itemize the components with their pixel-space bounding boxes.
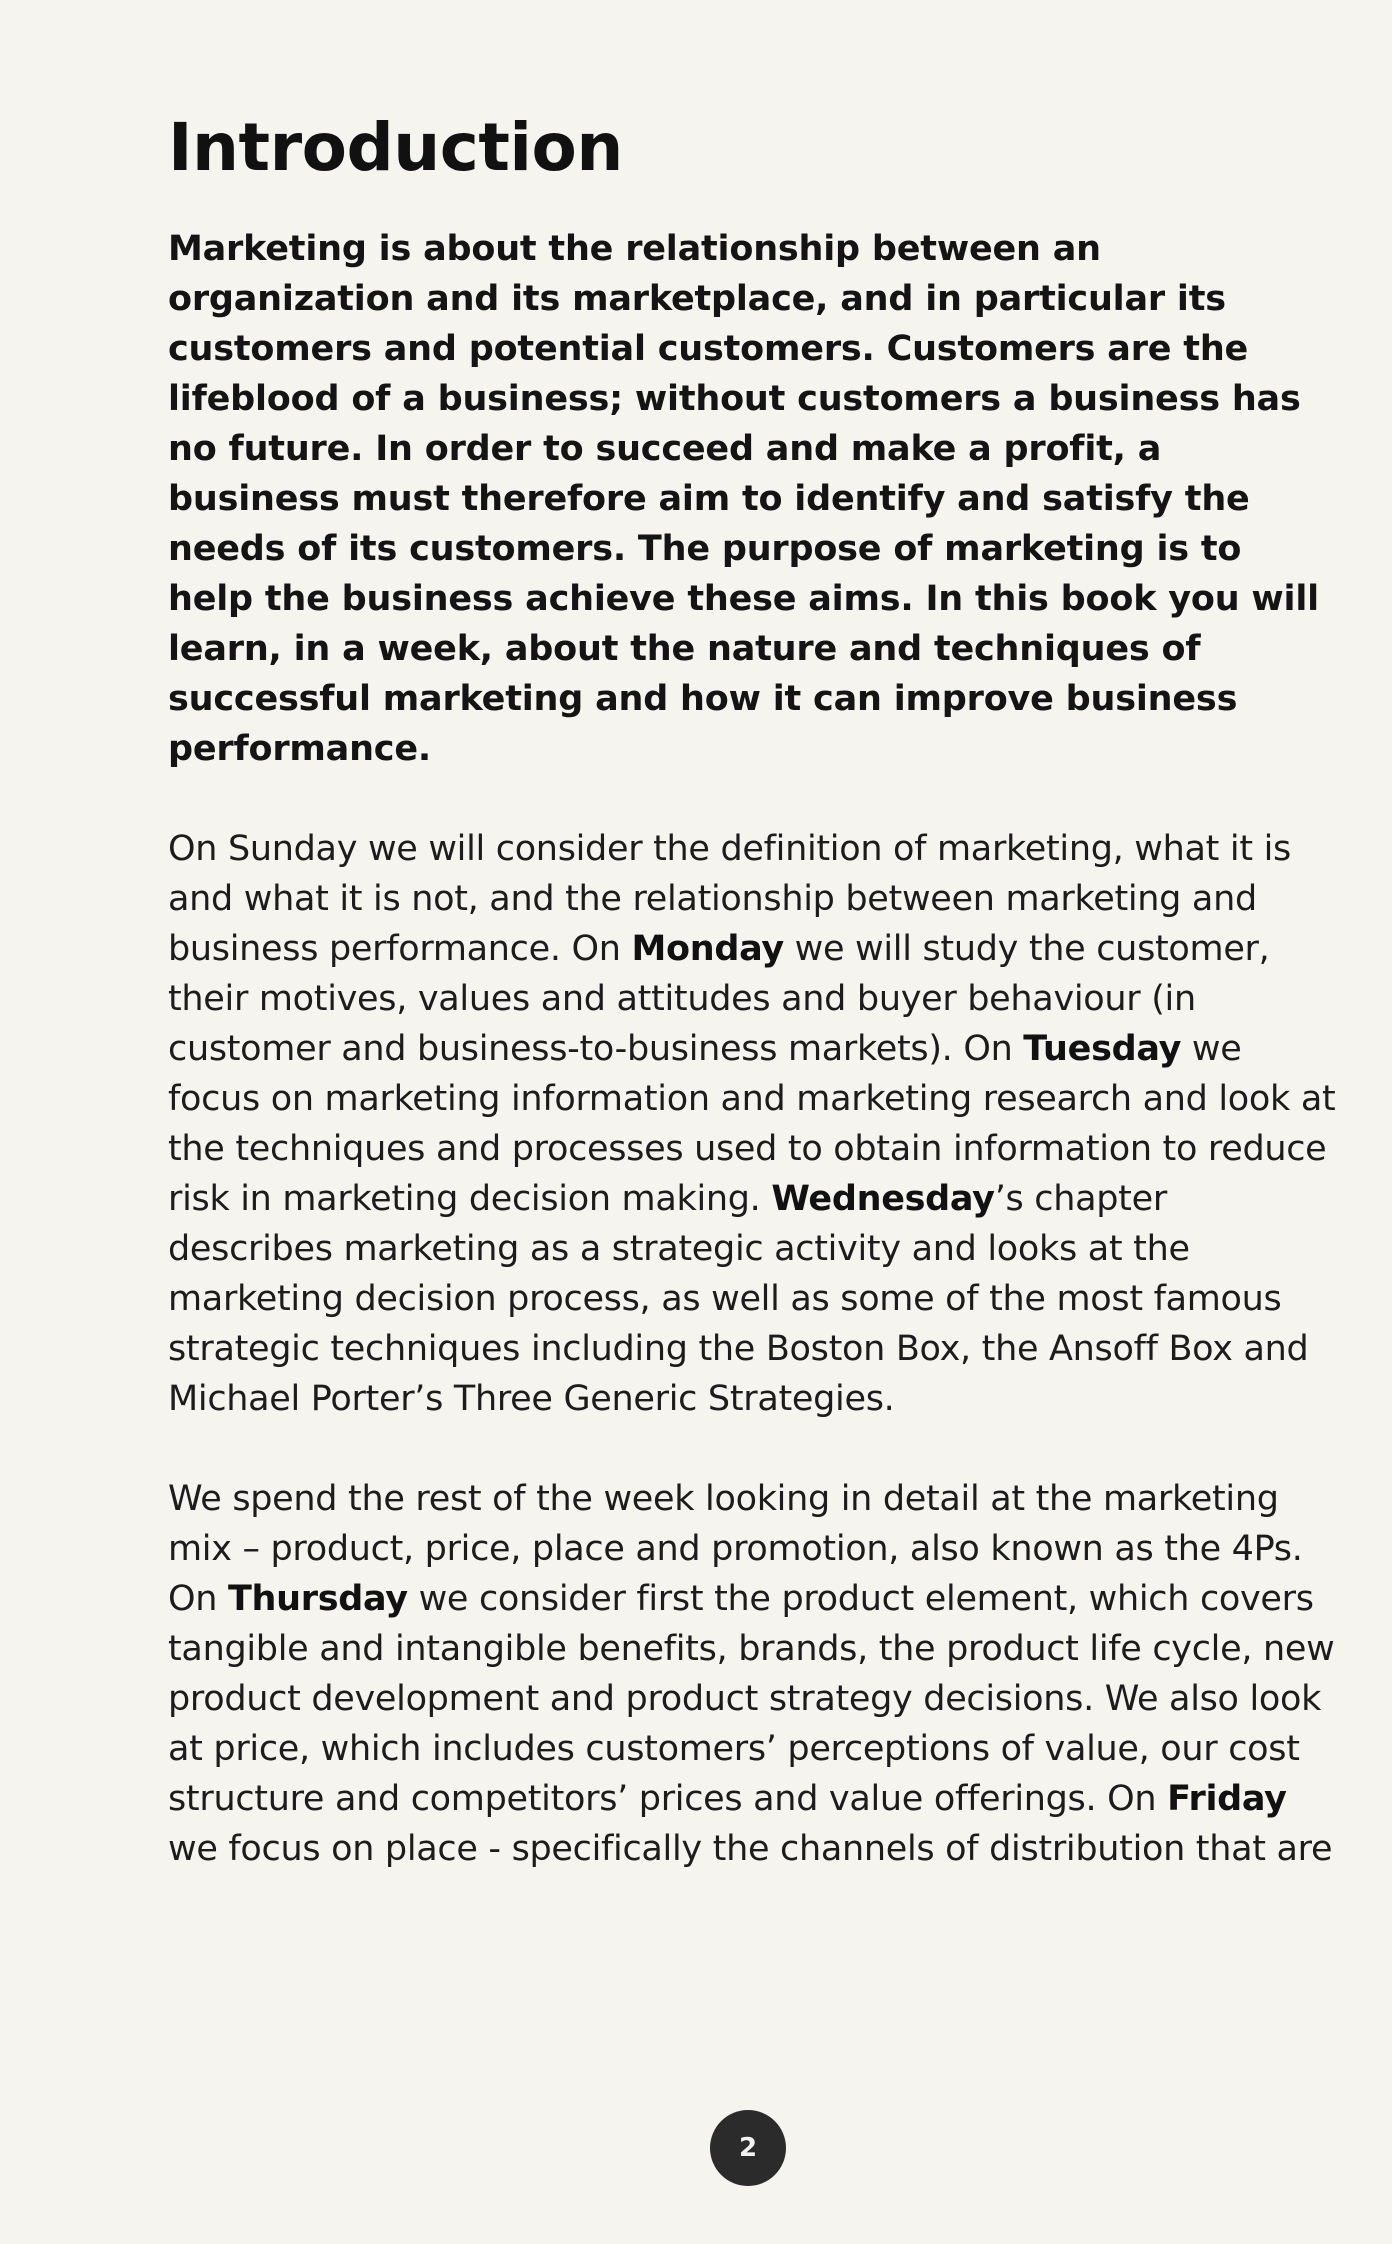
text-run: ’s chapter describes marketing as a strategic activity and looks at the marketing decision process, as well as some of the most famous strategic techniques including the Boston Box, the Ansoff Box and Michael Porter’s Three Generic Strategies. bbox=[168, 1179, 1309, 1419]
text-run: We spend the rest of the week looking in detail at the marketing mix – product, price, place and promotion, also known as the 4Ps. On bbox=[168, 1479, 1303, 1619]
body-paragraph-marketing-mix bbox=[168, 1474, 1338, 1874]
day-thursday: Thursday bbox=[227, 1579, 408, 1619]
page-number-badge: 2 bbox=[710, 2110, 786, 2186]
day-friday: Friday bbox=[1167, 1779, 1287, 1819]
text-run: On Sunday we will consider the definition of marketing, what it is and what it is not, and the relationship between marketing and business performance. On bbox=[168, 829, 1291, 969]
body-paragraph-week-overview bbox=[168, 824, 1338, 1424]
text-run: we focus on place - specifically the channels of distribution that are bbox=[168, 1829, 1333, 1869]
page-title: Introduction bbox=[168, 109, 623, 186]
page-content bbox=[168, 108, 1338, 1924]
text-run: we focus on marketing information and marketing research and look at the techniques and processes used to obtain information to reduce risk in marketing decision making. bbox=[168, 1029, 1336, 1219]
day-tuesday: Tuesday bbox=[1023, 1029, 1182, 1069]
text-run: we will study the customer, their motives, values and attitudes and buyer behaviour (in customer and business-to-business markets). On bbox=[168, 929, 1270, 1069]
text-run: we consider first the product element, which covers tangible and intangible benefits, brands, the product life cycle, new product development and product strategy decisions. We also look at price, which includes customers’ perceptions of value, our cost structure and competitors’ prices and value offerings. On bbox=[168, 1579, 1335, 1819]
day-wednesday: Wednesday bbox=[771, 1179, 995, 1219]
intro-paragraph: Marketing is about the relationship between an organization and its marketplace, and in particular its customers and potential customers. Customers are the lifeblood of a business; without customers a business has no future. In order to succeed and make a profit, a business must therefore aim to identify and satisfy the needs of its customers. The purpose of marketing is to help the business achieve these aims. In this book you will learn, in a week, about the nature and techniques of successful marketing and how it can improve business performance. bbox=[168, 229, 1319, 769]
day-monday: Monday bbox=[631, 929, 784, 969]
